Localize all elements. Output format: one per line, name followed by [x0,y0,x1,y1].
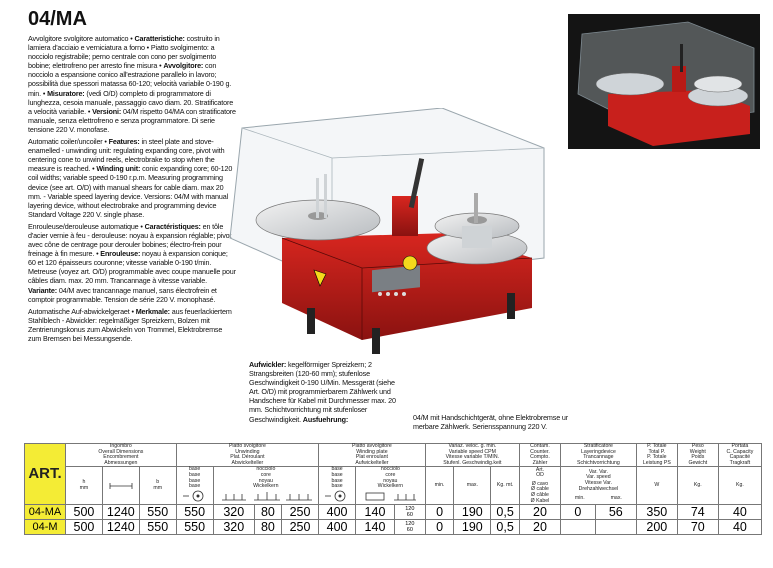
cell-h: 500 [66,520,103,535]
machine-photo-inset [568,14,760,149]
specification-table [24,443,762,535]
subheader-h: h mm [66,467,103,505]
model-name: 04-M [25,520,66,535]
header-ptotale: P. Totale Total P. P. Totale Leistung PS [636,444,677,467]
cell-l: 1240 [102,520,139,535]
header-contam: Contam. Counter. Compto. Zähler [519,444,560,467]
subheader-counter: Art. OD Ø cavo Ø cable Ø câble Ø Kabel [519,467,560,505]
length-dimension-icon [108,480,134,492]
subheader-kg2: Kg. [718,467,761,505]
art-label: ART. [25,444,66,505]
description-column-left [28,34,236,345]
machine-photo-main [222,108,552,360]
cell-b: 550 [139,520,176,535]
cell-strat-min [560,520,595,535]
cell-wind-base: 400 [319,520,356,535]
description-french: Enrouleuse/derouleuse automatique • Caractéristiques: en tôle d'acier vernie à feu - derouleuse: noyau à expansion réglable; pivot avec cône de centrage pour derouler bobines; électro-frein pour freinage à fin mesure. • Enrouleuse: noyau à expansion conique; 60 et 120 épaisseurs couronne; vitesse variable 0-190 t/min. Metreuse (voyez art. O/D) programmable avec coupe manuelle pour câbles diam. max. 20 mm. Trancannage à vitesse variable. Variante: 04/M avec trancannage manuel, sans électrofrein et comptoir programmable. Tension de série 220 V. monophasé. [28,221,236,304]
table-header-row-1 [25,444,762,467]
cell-wind-a: 140 [356,505,395,520]
cell-unwind-c: 250 [281,520,318,535]
cell-h: 500 [66,505,103,520]
subheader-layering: Var. Var. Var. speed Vitesse Var. Drehzahlwechsel min. max. [560,467,636,505]
cell-strat-max [595,520,636,535]
page-title: 04/MA [28,8,87,30]
cell-power: 200 [636,520,677,535]
cell-wind-b: 120 60 [394,520,425,535]
cell-counter: 20 [519,505,560,520]
cell-speed-max: 190 [454,505,491,520]
subheader-speed-min: min. [425,467,454,505]
subheader-speed-max: max. [454,467,491,505]
cell-kgmt: 0,5 [491,520,520,535]
cell-strat-max: 56 [595,505,636,520]
cell-unwind-base: 550 [176,505,213,520]
cell-kgmt: 0,5 [491,505,520,520]
subheader-kg: Kg. [677,467,718,505]
plate-diameter-icon [182,490,208,502]
cell-unwind-a: 320 [213,520,254,535]
description-german: Automatische Auf-abwickelgeraet • Merkmale: aus feuerlackiertem Stahlblech - Abwickler: regelmäßiger Spreizkern, Bolzen mit Zentrierungskonus zum Abwickeln von Trommel, Elektrobremse zum Bremsen bei Messungsende. [28,306,232,343]
cell-b: 550 [139,505,176,520]
cell-unwind-b: 80 [254,505,281,520]
subheader-kgmt: Kg. mt. [491,467,520,505]
cell-wind-base: 400 [319,505,356,520]
cell-speed-max: 190 [454,520,491,535]
header-variaz-veloc: Variaz. veloc. g. min. Variable speed CPM Vitesse variable T/MIN. Stufenl. Geschwindig.keit [425,444,519,467]
subheader-unwind-core: nocciolo core noyau Wickelkern [213,467,319,505]
cell-power: 350 [636,505,677,520]
header-stratificatore: Stratificatore Layeringdevice Trancannage Schichtvorrichtung [560,444,636,467]
header-peso: Peso Weight Poids Gewicht [677,444,718,467]
table-header-row-2 [25,467,762,505]
description-german-continued: Aufwickler: kegelförmiger Spreizkern; 2 Strangsbreiten (120-60 mm); stufenlose Geschwindigkeit 0-190 U/Min. Messgerät (siehe Art. O/D) mit programmierbarem Zählwerk und Handschere für Kabel mit Durchmesser max. 20 mm. Schichtvorrichtung mit stufenloser Geschwindigkeit. Ausfuehrung: [249,360,396,424]
subheader-wind-core: nocciolo core noyau Wickelkern [356,467,426,505]
subheader-b: b mm [139,467,176,505]
header-piatto-svolgitore: Piatto svolgitore Unwinding Plat. Déroulant Abwickelteller [176,444,318,467]
cell-wind-a: 140 [356,520,395,535]
cell-unwind-a: 320 [213,505,254,520]
subheader-unwind-base: base base base base [176,467,213,505]
winding-plate-diameter-icon [324,490,350,502]
cell-unwind-b: 80 [254,520,281,535]
cell-capacity: 40 [718,505,761,520]
cell-wind-b: 120 60 [394,505,425,520]
cell-speed-min: 0 [425,505,454,520]
cell-counter: 20 [519,520,560,535]
header-piatto-avvolgitore: Piatto avvolgitore Winding plate Plat enroulant Aufwickelteller [319,444,426,467]
cell-weight: 70 [677,520,718,535]
header-portata: Portata C. Capacity Capacité Tragkraft [718,444,761,467]
cell-capacity: 40 [718,520,761,535]
cell-strat-min: 0 [560,505,595,520]
cell-l: 1240 [102,505,139,520]
cell-unwind-base: 550 [176,520,213,535]
description-english: Automatic coiler/uncoiler • Features: in steel plate and stove-enamelled - unwinding unit: regulating expanding core, pivot with centering cone to unwind reels, electrobrake to stop when the measure is reached. • Winding unit: conic expanding core; 60-120 coil widths; variable speed 0-190 r.p.m. Measuring programming device (see art. O/D) with manual shears for cable diam. max 20 mm. - Variable speed layering device. Versions: 04/M with manual layering device, without electrobrake and programming device Standard Voltage 220 V. single phase. [28,137,233,219]
winding-core-icon [360,490,420,502]
subheader-w: W [636,467,677,505]
cell-speed-min: 0 [425,520,454,535]
core-dimensions-icon [216,490,316,502]
description-german-end: 04/M mit Handschichtgerät, ohne Elektrobremse ur merbare Zählwerk. Seriensspannung 220 V. [413,413,568,432]
subheader-l-icon [102,467,139,505]
header-ingombro: Ingombro Overall Dimensions Encombrement Abmessungen [66,444,177,467]
description-italian: Avvolgitore svolgitore automatico • Caratteristiche: costruito in lamiera d'acciaio e verniciatura a forno • Piatto svolgimento: a nocciolo registrabile; perno centrale con cono per svolgimento bobine; elettrofreno per arresto fine misura • Avvolgitore: con nocciolo a espansione conico all'estrazione parallelo in lavoro; possibilità due spessori matassa 60-120; velocità variabile 0-190 g. min. • Misuratore: (vedi O/D) completo di programmatore di lunghezza, cesoia manuale, passaggio cavo diam. 20. Stratificatore a velocità variabile. • Versioni: 04/M rispetto 04/MA con stratificatore manuale, senza elettrofreno e senza programmatore. Di serie tensione 220 V. monofase. [28,34,236,134]
table-row [25,520,762,535]
subheader-wind-base: base base base base [319,467,356,505]
cell-unwind-c: 250 [281,505,318,520]
cell-weight: 74 [677,505,718,520]
model-name: 04-MA [25,505,66,520]
table-row [25,505,762,520]
